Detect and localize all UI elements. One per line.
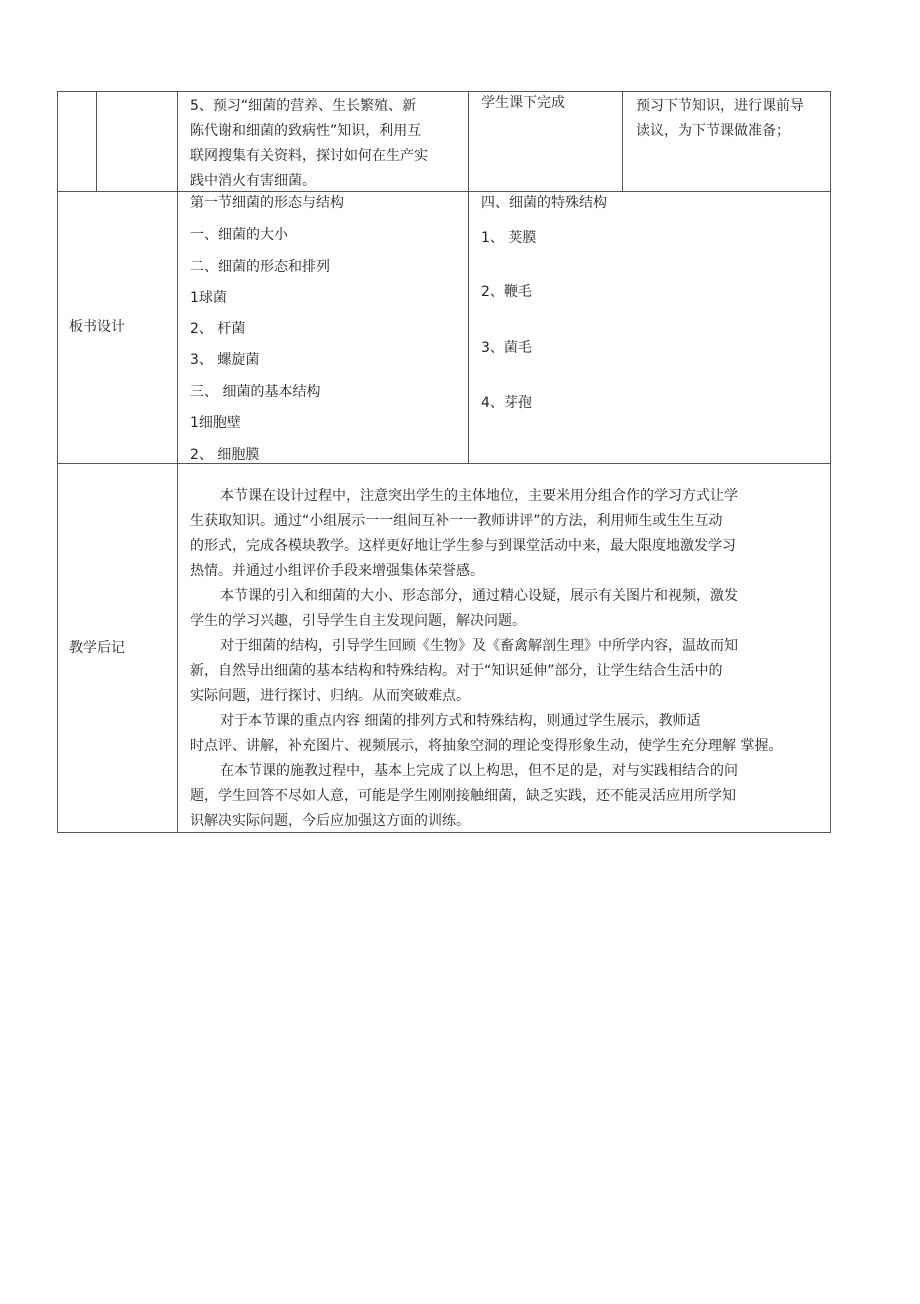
column-divider-c xyxy=(468,91,469,464)
reflection-line: 时点评、讲解，补充图片、视频展示，将抽象空洞的理论变得形象生动，使学生充分理解 掌握。 xyxy=(190,738,783,754)
reflection-line: 对于本节课的重点内容 细菌的排列方式和特殊结构，则通过学生展示，教师适 xyxy=(220,713,701,729)
task-line: 践中消火有害细菌。 xyxy=(190,173,316,189)
reflection-line: 生获取知识。通过“小组展示一一组间互补一一教师讲评”的方法，利用师生或生生互动 xyxy=(190,513,723,529)
column-divider-a xyxy=(96,91,97,191)
board-line: 1细胞壁 xyxy=(190,415,241,431)
board-line: 2、 杆菌 xyxy=(190,321,246,337)
intent-line: 读议，为下节课做准备； xyxy=(636,123,790,139)
board-line: 1球菌 xyxy=(190,290,227,306)
table-border-bottom xyxy=(57,832,831,833)
reflection-line: 实际问题，进行探讨、归纳。从而突破难点。 xyxy=(190,688,470,704)
board-line: 3、 螺旋菌 xyxy=(190,352,260,368)
reflection-line: 本节课的引入和细菌的大小、形态部分，通过精心设疑，展示有关图片和视频，激发 xyxy=(220,588,738,604)
board-line: 3、菌毛 xyxy=(481,340,532,356)
board-line: 2、 细胞膜 xyxy=(190,447,260,463)
task-line: 5、预习“细菌的营养、生长繁殖、新 xyxy=(190,98,417,114)
table-border-left xyxy=(57,91,58,833)
reflection-line: 识解决实际问题，今后应加强这方面的训练。 xyxy=(190,813,470,829)
column-divider-d xyxy=(622,91,623,191)
reflection-line: 本节课在设计过程中，注意突出学生的主体地位，主要米用分组合作的学习方式让学 xyxy=(220,488,738,504)
table-border-top xyxy=(57,91,831,92)
board-line: 一、细菌的大小 xyxy=(190,227,288,243)
reflection-line: 新，自然导出细菌的基本结构和特殊结构。对于“知识延伸”部分，让学生结合生活中的 xyxy=(190,663,723,679)
reflection-line: 学生的学习兴趣，引导学生自主发现问题，解决问题。 xyxy=(190,613,526,629)
board-line: 4、芽孢 xyxy=(481,395,532,411)
reflection-line: 题，学生回答不尽如人意，可能是学生刚刚接触细菌，缺乏实践，还不能灵活应用所学知 xyxy=(190,788,736,804)
board-line: 2、鞭毛 xyxy=(481,284,532,300)
intent-line: 预习下节知识，进行课前导 xyxy=(636,98,804,114)
row-divider-1 xyxy=(57,191,831,192)
reflection-line: 对于细菌的结构，引导学生回顾《生物》及《畜禽解剖生理》中所学内容，温故而知 xyxy=(220,638,738,654)
board-line: 三、 细菌的基本结构 xyxy=(190,384,321,400)
board-line: 四、细菌的特殊结构 xyxy=(481,195,607,211)
reflection-label: 教学后记 xyxy=(69,640,125,656)
table-border-right xyxy=(830,91,831,833)
task-line: 联网搜集有关资料，探讨如何在生产实 xyxy=(190,148,428,164)
board-label: 板书设计 xyxy=(69,319,125,335)
task-line: 陈代谢和细菌的致病性”知识，利用互 xyxy=(190,123,422,139)
reflection-line: 热情。并通过小组评价手段来增强集体荣誉感。 xyxy=(190,563,484,579)
column-divider-b xyxy=(177,91,178,833)
row-divider-2 xyxy=(57,463,831,464)
reflection-line: 在本节课的施教过程中，基本上完成了以上构思，但不足的是，对与实践相结合的问 xyxy=(220,763,738,779)
reflection-line: 的形式，完成各模块教学。这样更好地让学生参与到课堂活动中来，最大限度地激发学习 xyxy=(190,538,736,554)
board-line: 二、细菌的形态和排列 xyxy=(190,259,330,275)
board-line: 第一节细菌的形态与结构 xyxy=(190,195,344,211)
board-line: 1、 荚膜 xyxy=(481,230,537,246)
activity-cell: 学生课下完成 xyxy=(481,95,565,111)
